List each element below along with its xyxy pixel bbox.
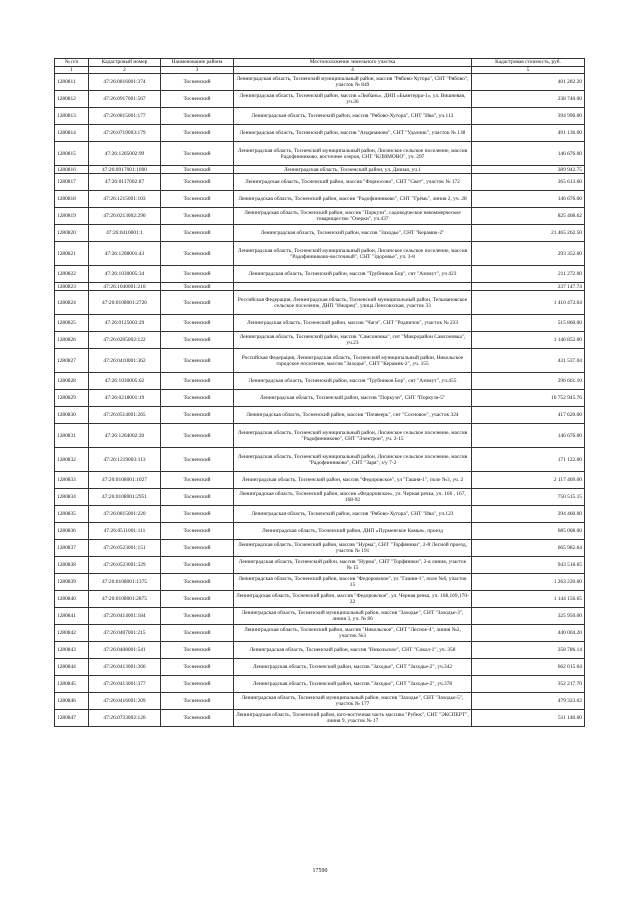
cadastral-value: 296 661.10	[472, 373, 585, 390]
cadastral-number: 47:26:0410001:362	[89, 349, 161, 373]
table-row	[55, 591, 585, 608]
cadastral-value: 365 613.60	[472, 174, 585, 191]
land-location: Ленинградская область, Тосненский район, массив "Нурма", СНТ "Торфяники", 2-й Лесной проезд, участок № 191	[234, 540, 472, 557]
table-row	[55, 608, 585, 625]
district-name: Тосненский	[161, 424, 234, 448]
column-number: 2	[89, 67, 161, 74]
land-location: Ленинградская область, Тосненский район, массив "Рябово-Хутора", СНТ "Ива", уч.112	[234, 108, 472, 125]
land-location: Ленинградская область, Тосненский район, массив "Андрианово", СНТ "Удалник", участок № 138	[234, 125, 472, 142]
header-number: № п/п	[55, 59, 89, 67]
row-number: 1280830	[55, 407, 89, 424]
cadastral-value: 211 272.00	[472, 266, 585, 283]
row-number: 1280815	[55, 142, 89, 166]
header-cadastral-value: Кадастровая стоимость, руб.	[472, 59, 585, 67]
district-name: Тосненский	[161, 642, 234, 659]
cadastral-value: 389 942.75	[472, 166, 585, 174]
table-row	[55, 523, 585, 540]
cadastral-number: 47:26:0413001:366	[89, 659, 161, 676]
land-location: Ленинградская область, Тосненский муниципальный район, Лисинское сельское поселение, массив Радофинниково, восточнее озеров, СНТ "КЛИМОВО", уч. 297	[234, 142, 472, 166]
row-number: 1280816	[55, 166, 89, 174]
district-name: Тосненский	[161, 448, 234, 472]
column-number: 3	[161, 67, 234, 74]
table-row	[55, 174, 585, 191]
table-body	[55, 74, 585, 727]
column-number: 5	[472, 67, 585, 74]
table-row	[55, 693, 585, 710]
cadastral-number: 47:26:0815001:177	[89, 108, 161, 125]
table-row	[55, 349, 585, 373]
table-row	[55, 625, 585, 642]
row-number: 1280837	[55, 540, 89, 557]
cadastral-number: 47:26:0117002:87	[89, 174, 161, 191]
cadastral-value: 325 950.00	[472, 608, 585, 625]
row-number: 1280844	[55, 659, 89, 676]
cadastral-value: 479 323.02	[472, 693, 585, 710]
district-name: Тосненский	[161, 591, 234, 608]
table-row	[55, 424, 585, 448]
row-number: 1280840	[55, 591, 89, 608]
row-number: 1280813	[55, 108, 89, 125]
row-number: 1280847	[55, 710, 89, 727]
table-row	[55, 166, 585, 174]
land-location: Ленинградская область, Тосненский район, массив "Чаги", СНТ "Родничок", участок № 233	[234, 315, 472, 332]
cadastral-number: 47:26:0407001:215	[89, 625, 161, 642]
row-number: 1280835	[55, 506, 89, 523]
cadastral-value: 431 537.04	[472, 349, 585, 373]
cadastral-value: 943 518.65	[472, 557, 585, 574]
row-number: 1280829	[55, 390, 89, 407]
row-number: 1280828	[55, 373, 89, 390]
header-location: Местоположение земельного участка	[234, 59, 472, 67]
cadastral-number: 47:26:1040001:210	[89, 283, 161, 291]
page-number: 17590	[312, 868, 328, 874]
column-number: 1	[55, 67, 89, 74]
cadastral-number: 47:26:0108001:2875	[89, 591, 161, 608]
table-header-row	[55, 59, 585, 67]
table-row	[55, 142, 585, 166]
cadastral-number: 47:26:0108001:2720	[89, 291, 161, 315]
cadastral-number: 47:26:0514001:265	[89, 407, 161, 424]
cadastral-value: 2 117 469.00	[472, 472, 585, 489]
cadastral-value: 440 004.20	[472, 625, 585, 642]
land-location: Ленинградская область, Тосненский район, массив "Заходье", СНТ "Заходье-2", уч.378	[234, 676, 472, 693]
land-location: Ленинградская область, Тосненский район, массив "Заходье", СНТ "Заходье-2", уч.342	[234, 659, 472, 676]
land-location: Ленинградская область, Тосненский район, ул. Дачная, уч.1	[234, 166, 472, 174]
land-location: Ленинградская область, Тосненский район, массив «Любань», ДНП «Бьянтерра-1», ул. Вишневая, уч.36	[234, 91, 472, 108]
cadastral-number: 47:26:1204002:20	[89, 424, 161, 448]
table-row	[55, 74, 585, 91]
land-location: Ленинградская область, Тосненский район, массив "Трубников Бор", снт "Азимут", уч.455	[234, 373, 472, 390]
column-number: 4	[234, 67, 472, 74]
land-location	[234, 283, 472, 291]
cadastral-value: 491 136.00	[472, 125, 585, 142]
land-location: Ленинградская область, Тосненский муниципальный район, массив "Рябово-Хутора", СНТ "Рябово", участок № 849	[234, 74, 472, 91]
row-number: 1280817	[55, 174, 89, 191]
land-location: Ленинградская область, Тосненский район, массив "Радофинниково", СНТ "Грёмь", линия 2, уч. 28	[234, 191, 472, 208]
column-number-row	[55, 67, 585, 74]
district-name: Тосненский	[161, 174, 234, 191]
land-location: Ленинградская область, Тосненский район, массив "Форносово", СНТ "Свет", участок № 172	[234, 174, 472, 191]
district-name: Тосненский	[161, 208, 234, 225]
table-row	[55, 506, 585, 523]
cadastral-value: 21 465 262.50	[472, 225, 585, 242]
land-location: Ленинградская область, Тосненский район, массив "Федоровское", ул. Черная речка, уч. 168,169,170-22	[234, 591, 472, 608]
district-name: Тосненский	[161, 166, 234, 174]
district-name: Тосненский	[161, 74, 234, 91]
district-name: Тосненский	[161, 472, 234, 489]
row-number: 1280819	[55, 208, 89, 225]
district-name: Тосненский	[161, 108, 234, 125]
cadastral-value: 1 263 220.00	[472, 574, 585, 591]
cadastral-number: 47:26:0213002:290	[89, 208, 161, 225]
row-number: 1280824	[55, 291, 89, 315]
row-number: 1280843	[55, 642, 89, 659]
district-name: Тосненский	[161, 390, 234, 407]
cadastral-value: 358 786.14	[472, 642, 585, 659]
land-location: Ленинградская область, Тосненский район, ДНП «Пурменское Камья», проезд	[234, 523, 472, 540]
cadastral-value: 1 146 852.00	[472, 332, 585, 349]
district-name: Тосненский	[161, 242, 234, 266]
row-number: 1280814	[55, 125, 89, 142]
district-name: Тосненский	[161, 407, 234, 424]
land-location: Ленинградская область, Тосненский район, массив "Нурма", СНТ "Торфяники", 2-я линия, участок № 15	[234, 557, 472, 574]
row-number: 1280832	[55, 448, 89, 472]
row-number: 1280812	[55, 91, 89, 108]
cadastral-value: 1 410 472.04	[472, 291, 585, 315]
row-number: 1280839	[55, 574, 89, 591]
cadastral-value: 665 982.64	[472, 540, 585, 557]
land-location: Ленинградская область, Тосненский район, массив "Никольское", СНТ "Сокол-1", уч. 358	[234, 642, 472, 659]
cadastral-number: 47:26:0917001:1000	[89, 166, 161, 174]
table-row	[55, 283, 585, 291]
table-row	[55, 125, 585, 142]
land-location: Ленинградская область, Тосненский район, массив "Самсоновка", снт "Микрорайон Самсоновка", уч.23	[234, 332, 472, 349]
cadastral-value-table	[54, 58, 585, 727]
land-location: Ленинградская область, Тосненский район, массив "Поркузи", садоводческое некоммерческое товарищество "Озерки", уч.437	[234, 208, 472, 225]
row-number: 1280818	[55, 191, 89, 208]
district-name: Тосненский	[161, 373, 234, 390]
cadastral-number: 47:26:0125003:29	[89, 315, 161, 332]
header-district: Наименование района	[161, 59, 234, 67]
table-row	[55, 448, 585, 472]
district-name: Тосненский	[161, 291, 234, 315]
cadastral-value: 401 282.20	[472, 74, 585, 91]
cadastral-number: 47:26:1208001:43	[89, 242, 161, 266]
district-name: Тосненский	[161, 191, 234, 208]
land-location: Ленинградская область, Тосненский район, массив "Почвеерь", снт "Сосновое", участок 324	[234, 407, 472, 424]
land-location: Ленинградская область, Тосненский муниципальный район, массив "Заходье", СНТ "Заходье-3", линия 3, уч. № 86	[234, 608, 472, 625]
land-location: Российская Федерация, Ленинградская область, Тосненский муниципальный район, Тельмановское сельское поселение, ДНП "Ижорец", улица Ленсовхская, участок 33	[234, 291, 472, 315]
land-location: Ленинградская область, Тосненский район, массив «Федоровское», ул. Черная речка, уч. 166 , 167, 168-92	[234, 489, 472, 506]
district-name: Тосненский	[161, 693, 234, 710]
land-location: Ленинградская область, Тосненский район, массив "Рябово-Хутора", СНТ "Ива", уч.123	[234, 506, 472, 523]
land-location: Ленинградская область, Тосненский муниципальный район, массив "Заходье", СНТ "Заходье-5", участок № 177	[234, 693, 472, 710]
table-row	[55, 332, 585, 349]
table-row	[55, 266, 585, 283]
district-name: Тосненский	[161, 266, 234, 283]
cadastral-number: 47:26:0205002:122	[89, 332, 161, 349]
table-row	[55, 208, 585, 225]
cadastral-number: 47:26:0511001:111	[89, 523, 161, 540]
cadastral-value: 394 990.00	[472, 108, 585, 125]
table-row	[55, 225, 585, 242]
cadastral-value: 146 676.00	[472, 142, 585, 166]
row-number: 1280831	[55, 424, 89, 448]
cadastral-value: 171 122.00	[472, 448, 585, 472]
row-number: 1280811	[55, 74, 89, 91]
cadastral-number: 47:26:0733002:120	[89, 710, 161, 727]
district-name: Тосненский	[161, 557, 234, 574]
table-row	[55, 191, 585, 208]
table-row	[55, 540, 585, 557]
land-location: Ленинградская область, Тосненский муниципальный район, Лисинское сельское поселение, массив "Радофинниково", СНТ "Заря", з/у 7-2	[234, 448, 472, 472]
cadastral-value: 394 460.00	[472, 506, 585, 523]
row-number: 1280836	[55, 523, 89, 540]
row-number: 1280841	[55, 608, 89, 625]
district-name: Тосненский	[161, 332, 234, 349]
row-number: 1280834	[55, 489, 89, 506]
district-name: Тосненский	[161, 506, 234, 523]
table-row	[55, 710, 585, 727]
land-location: Российская Федерация, Ленинградская область, Тосненский муниципальный район, Никольское городское поселение, массив "Заходье", СНТ "Керамик-2", уч. 155	[234, 349, 472, 373]
land-location: Ленинградская область, Тосненский район, массив "Трубников Бор", снт "Азимут", уч 423	[234, 266, 472, 283]
row-number: 1280822	[55, 266, 89, 283]
cadastral-value: 352 217.70	[472, 676, 585, 693]
district-name: Тосненский	[161, 349, 234, 373]
table-row	[55, 242, 585, 266]
cadastral-value: 1 144 156.65	[472, 591, 585, 608]
cadastral-number: 47:26:1215001:103	[89, 191, 161, 208]
cadastral-value: 293 352.00	[472, 242, 585, 266]
land-location: Ленинградская область, Тосненский муниципальный район, Лисинское сельское поселение, массив "Радофинниково-восточный", СНТ "Здоровье", уч. 3-8	[234, 242, 472, 266]
cadastral-value: 515 860.00	[472, 315, 585, 332]
district-name: Тосненский	[161, 91, 234, 108]
land-location: Ленинградская область, Тосненский район, массив "Федоровское", ул "Гашня-1", поле №6, участок 15	[234, 574, 472, 591]
header-cadastral-number: Кадастровый номер	[89, 59, 161, 67]
table-row	[55, 373, 585, 390]
cadastral-number: 47:26:0719003:179	[89, 125, 161, 142]
land-location: Ленинградская область, Тосненский район, массив "Никольское", СНТ "Лесное-4", линия №2, участок №3	[234, 625, 472, 642]
cadastral-number: 47:26:0410001:1	[89, 225, 161, 242]
row-number: 1280825	[55, 315, 89, 332]
table-row	[55, 390, 585, 407]
cadastral-number: 47:26:0108001:1375	[89, 574, 161, 591]
land-location: Ленинградская область, Тосненский район, массив "Федоровское", ул "Гашня-1", поле №3, уч. 2	[234, 472, 472, 489]
cadastral-number: 47:26:0414001:184	[89, 608, 161, 625]
table-row	[55, 642, 585, 659]
cadastral-value: 685 008.00	[472, 523, 585, 540]
cadastral-number: 47:26:0218001:19	[89, 390, 161, 407]
cadastral-number: 47:26:0108001:2951	[89, 489, 161, 506]
land-location: Ленинградская область, Тосненский район, массив "Заходье", СНТ "Керамик-2"	[234, 225, 472, 242]
district-name: Тосненский	[161, 125, 234, 142]
table-row	[55, 574, 585, 591]
table-row	[55, 557, 585, 574]
cadastral-number: 47:26:1205002:99	[89, 142, 161, 166]
cadastral-value: 146 676.00	[472, 191, 585, 208]
district-name: Тосненский	[161, 225, 234, 242]
land-location: Ленинградская область, Тосненский район, юго-восточная часть массива "Рубеж", СНТ "ЭКСПЕРТ", линия 9, участок № 17	[234, 710, 472, 727]
cadastral-number: 47:26:0917001:567	[89, 91, 161, 108]
table-row	[55, 676, 585, 693]
cadastral-number: 47:26:1030005:62	[89, 373, 161, 390]
district-name: Тосненский	[161, 523, 234, 540]
district-name: Тосненский	[161, 540, 234, 557]
district-name: Тосненский	[161, 315, 234, 332]
cadastral-number: 47:26:0413001:377	[89, 676, 161, 693]
table-row	[55, 659, 585, 676]
district-name: Тосненский	[161, 625, 234, 642]
cadastral-number: 47:26:1219003:113	[89, 448, 161, 472]
cadastral-number: 47:26:0408001:541	[89, 642, 161, 659]
row-number: 1280821	[55, 242, 89, 266]
cadastral-value: 750 515.15	[472, 489, 585, 506]
district-name: Тосненский	[161, 608, 234, 625]
district-name: Тосненский	[161, 676, 234, 693]
row-number: 1280833	[55, 472, 89, 489]
table-row	[55, 407, 585, 424]
cadastral-value: 238 740.00	[472, 91, 585, 108]
cadastral-number: 47:26:0816001:374	[89, 74, 161, 91]
cadastral-number: 47:26:0523001:151	[89, 540, 161, 557]
cadastral-number: 47:26:0815001:220	[89, 506, 161, 523]
cadastral-value: 662 015.64	[472, 659, 585, 676]
table-row	[55, 291, 585, 315]
table-row	[55, 489, 585, 506]
district-name: Тосненский	[161, 574, 234, 591]
row-number: 1280845	[55, 676, 89, 693]
table-row	[55, 108, 585, 125]
district-name: Тосненский	[161, 283, 234, 291]
row-number: 1280826	[55, 332, 89, 349]
district-name: Тосненский	[161, 659, 234, 676]
cadastral-number: 47:26:0108001:1027	[89, 472, 161, 489]
land-location: Ленинградская область, Тосненский район, массив "Поркузи", СНТ "Поркузи-5"	[234, 390, 472, 407]
table-row	[55, 315, 585, 332]
cadastral-value: 237 147.74	[472, 283, 585, 291]
cadastral-value: 16 752 945.76	[472, 390, 585, 407]
cadastral-number: 47:26:0416001:209	[89, 693, 161, 710]
row-number: 1280842	[55, 625, 89, 642]
cadastral-value: 146 676.00	[472, 424, 585, 448]
cadastral-value: 825 468.62	[472, 208, 585, 225]
table-row	[55, 472, 585, 489]
cadastral-number: 47:26:0523001:329	[89, 557, 161, 574]
row-number: 1280838	[55, 557, 89, 574]
district-name: Тосненский	[161, 489, 234, 506]
district-name: Тосненский	[161, 710, 234, 727]
row-number: 1280827	[55, 349, 89, 373]
row-number: 1280846	[55, 693, 89, 710]
district-name: Тосненский	[161, 142, 234, 166]
cadastral-number: 47:26:1030005:34	[89, 266, 161, 283]
cadastral-value: 511 140.00	[472, 710, 585, 727]
row-number: 1280823	[55, 283, 89, 291]
land-location: Ленинградская область, Тосненский муниципальный район, Лисинское сельское поселение, массив "Радофинниково", СНТ "Электрон", уч. 2-15	[234, 424, 472, 448]
table-row	[55, 91, 585, 108]
row-number: 1280820	[55, 225, 89, 242]
cadastral-value: 417 620.00	[472, 407, 585, 424]
